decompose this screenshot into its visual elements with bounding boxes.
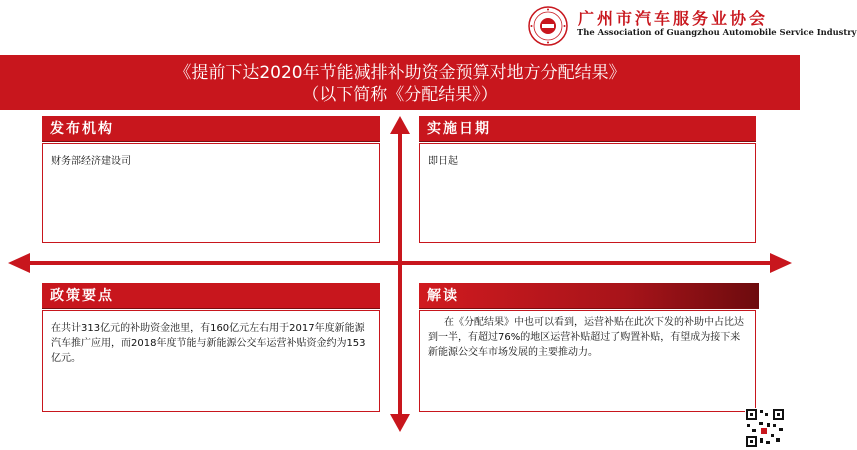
- issuer-panel-header: [42, 116, 380, 142]
- right-arrow-icon: [770, 253, 792, 273]
- up-arrow-icon: [390, 116, 410, 134]
- policy-panel-header: [42, 283, 380, 309]
- organization-name-en: The Association of Guangzhou Automobile Service Industry: [577, 27, 857, 37]
- qr-code-icon: [745, 408, 785, 448]
- issuer-label: 发布机构: [50, 121, 114, 137]
- organization-name-cn: 广州市汽车服务业协会: [578, 9, 769, 28]
- down-arrow-icon: [390, 414, 410, 432]
- policy-panel-body: [42, 310, 380, 412]
- page-title: 《提前下达2020年节能减排补助资金预算对地方分配结果》: [174, 63, 626, 83]
- date-content: 即日起: [428, 156, 458, 167]
- date-panel-header: [419, 116, 756, 142]
- interpretation-panel-body: [419, 310, 756, 412]
- interpretation-content: 在《分配结果》中也可以看到，运营补贴在此次下发的补助中占比达到一半，有超过76%的地区运营补贴超过了购置补贴，有望成为接下来新能源公交车市场发展的主要推动力。: [428, 317, 744, 358]
- date-panel-body: [419, 143, 756, 243]
- interpretation-panel-header: [419, 283, 759, 309]
- issuer-content: 财务部经济建设司: [51, 156, 131, 167]
- page-subtitle: （以下简称《分配结果》）: [302, 85, 498, 105]
- policy-label: 政策要点: [50, 288, 114, 304]
- policy-content: 在共计313亿元的补助资金池里，有160亿元左右用于2017年度新能源汽车推广应用，而2018年度节能与新能源公交车运营补贴资金约为153亿元。: [51, 323, 366, 364]
- date-label: 实施日期: [427, 121, 491, 137]
- left-arrow-icon: [8, 253, 30, 273]
- issuer-panel-body: [42, 143, 380, 243]
- interpretation-label: 解读: [427, 288, 459, 304]
